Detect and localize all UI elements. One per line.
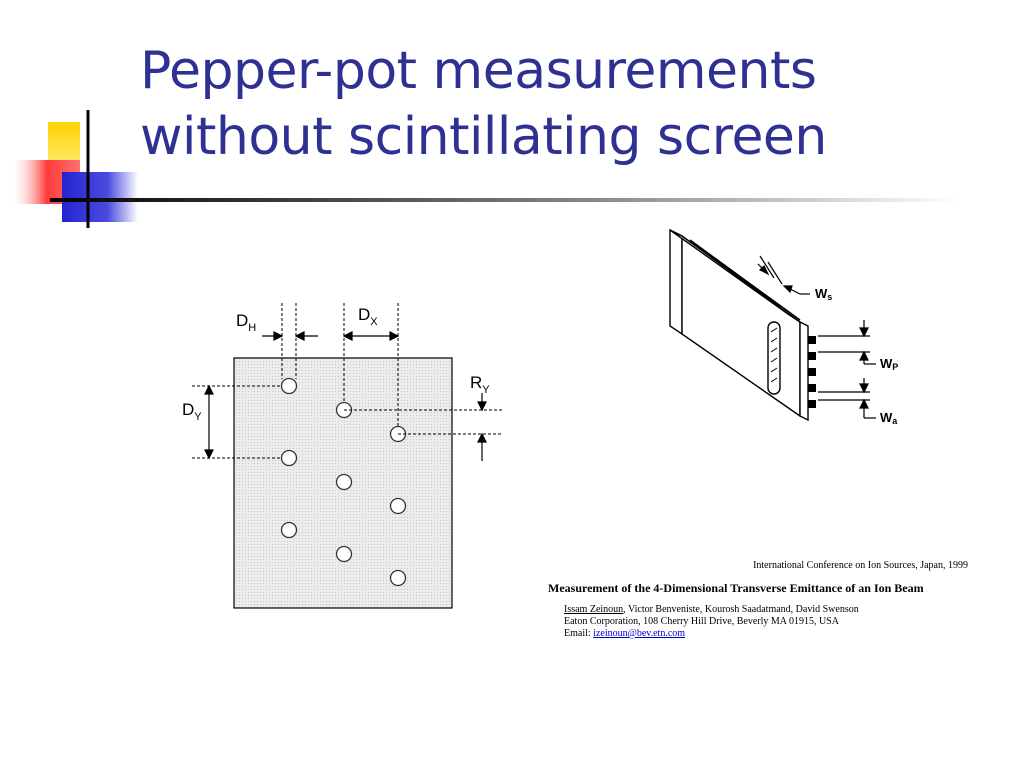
title-line-1: Pepper-pot measurements — [140, 41, 817, 101]
hole — [282, 451, 297, 466]
title-line-2: without scintillating screen — [140, 107, 827, 167]
affiliation: Eaton Corporation, 108 Cherry Hill Drive, Beverly MA 01915, USA — [564, 616, 839, 627]
yellow-square — [48, 122, 80, 164]
plate-body — [670, 230, 808, 420]
teeth — [808, 336, 816, 408]
hole — [391, 571, 406, 586]
wa-label: Wa — [880, 410, 898, 426]
blue-square — [62, 172, 138, 222]
slit-plate-diagram — [660, 222, 920, 446]
reference-citation — [548, 560, 988, 640]
hole — [391, 499, 406, 514]
author-list — [548, 604, 988, 616]
wa-dimension — [818, 378, 876, 418]
first-author: Issam Zeinoun — [564, 604, 624, 615]
paper-title: Measurement of the 4-Dimensional Transverse Emittance of an Ion Beam — [548, 581, 924, 595]
slide-title — [140, 38, 1000, 170]
dh-label: $D_H$ — [236, 311, 257, 334]
hole — [282, 379, 297, 394]
wp-dimension — [818, 320, 876, 364]
email-label: Email: — [564, 628, 594, 639]
dx-dimension — [344, 332, 398, 340]
other-authors: , Victor Benveniste, Kourosh Saadatmand, David Swenson — [623, 604, 859, 615]
dx-label: $D_X$ — [358, 305, 378, 328]
hole — [337, 475, 352, 490]
email-link[interactable]: izeinoun@bev.etn.com — [593, 628, 686, 639]
dy-dimension — [205, 386, 213, 458]
red-square — [14, 160, 80, 204]
ry-dimension — [478, 393, 486, 461]
slot — [768, 322, 780, 394]
pepperpot-diagram — [170, 295, 520, 629]
dy-label: $D_Y$ — [182, 400, 202, 423]
email-line — [548, 628, 988, 640]
title-underline — [50, 198, 960, 202]
wp-label: WP — [880, 356, 899, 372]
conference-line: International Conference on Ion Sources, Japan, 1999 — [753, 560, 968, 571]
ry-label: $R_Y$ — [470, 373, 490, 396]
ws-dimension — [758, 256, 810, 294]
hole — [282, 523, 297, 538]
ws-label: Ws — [815, 286, 833, 302]
hole — [337, 547, 352, 562]
dh-dimension — [262, 332, 318, 340]
